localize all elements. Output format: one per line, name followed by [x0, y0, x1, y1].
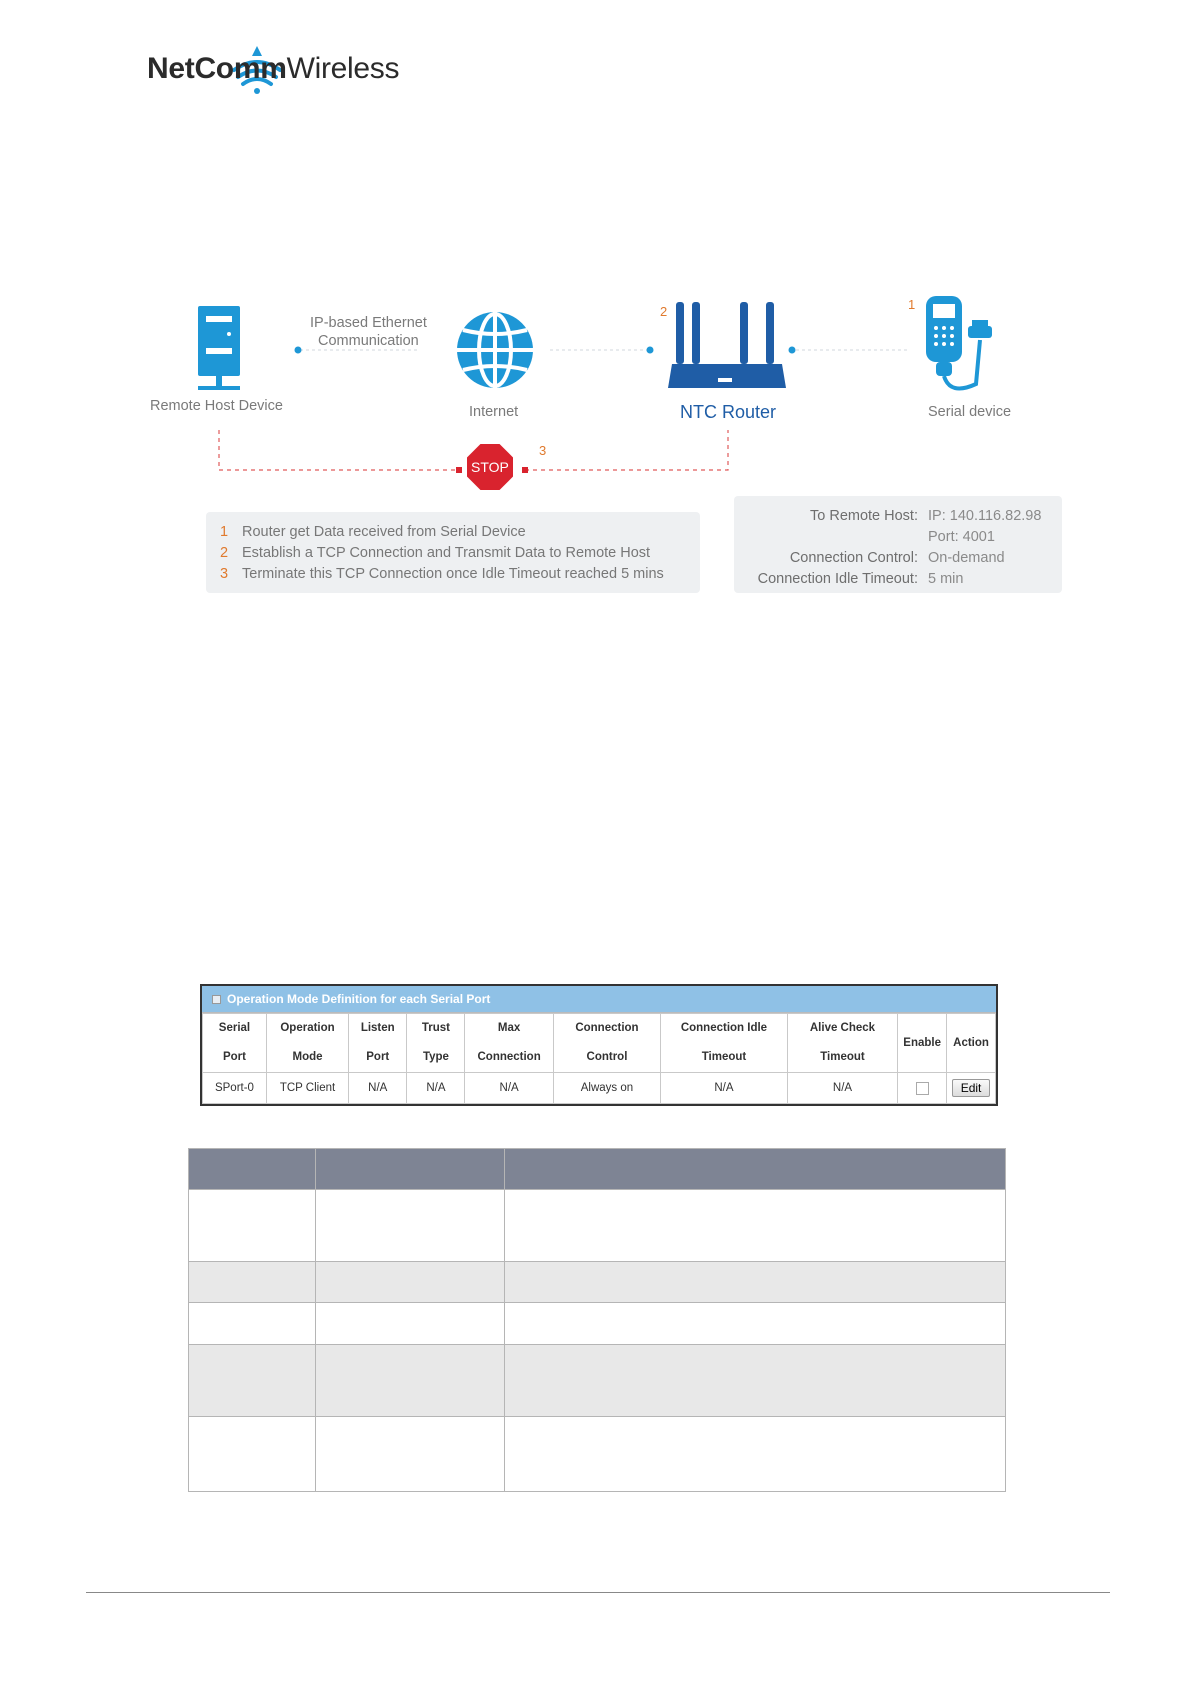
steps-box — [206, 512, 700, 593]
remote-host-ip: IP: 140.116.82.98 — [928, 508, 1042, 524]
idle-timeout-value: 5 min — [928, 571, 964, 587]
table-row — [189, 1262, 1006, 1303]
config-box — [734, 496, 1062, 593]
cell-max-connection: N/A — [465, 1073, 553, 1104]
globe-icon — [457, 312, 533, 388]
cell-listen-port: N/A — [349, 1073, 407, 1104]
col-max-connection: Max Connection — [465, 1014, 553, 1073]
operation-mode-table — [200, 984, 998, 1106]
brand-wordmark: NetCommWireless — [147, 52, 400, 85]
cell-idle-timeout: N/A — [661, 1073, 788, 1104]
link-label-1: IP-based Ethernet — [310, 315, 427, 331]
table-row — [189, 1190, 1006, 1262]
conn-control-value: On-demand — [928, 550, 1005, 566]
enable-checkbox[interactable] — [916, 1082, 929, 1095]
operation-mode-table-title: Operation Mode Definition for each Serial Port — [202, 986, 996, 1013]
cell-trust-type: N/A — [407, 1073, 465, 1104]
col-listen-port: Listen Port — [349, 1014, 407, 1073]
remote-host-key: To Remote Host: — [810, 508, 918, 524]
table-header-row — [203, 1014, 996, 1073]
stop-sign-label: STOP — [471, 459, 509, 475]
col-enable: Enable — [898, 1014, 947, 1073]
table-row — [189, 1303, 1006, 1345]
cell-action — [947, 1073, 996, 1104]
step-2: 2 Establish a TCP Connection and Transmit Data to Remote Host — [220, 545, 651, 561]
marker-1: 1 — [908, 297, 916, 312]
footer-divider — [86, 1592, 1110, 1593]
col-idle-timeout: Connection Idle Timeout — [661, 1014, 788, 1073]
serial-device-icon — [926, 296, 992, 389]
table-row — [189, 1345, 1006, 1417]
serial-device-label: Serial device — [928, 404, 1012, 420]
cell-operation-mode: TCP Client — [266, 1073, 348, 1104]
remote-host-port: Port: 4001 — [928, 529, 995, 545]
cell-connection-control: Always on — [553, 1073, 660, 1104]
marker-2: 2 — [660, 304, 668, 319]
conn-control-key: Connection Control: — [789, 550, 918, 566]
table-row — [203, 1073, 996, 1104]
step-3: 3 Terminate this TCP Connection once Idle Timeout reached 5 mins — [220, 566, 664, 582]
idle-timeout-key: Connection Idle Timeout: — [757, 571, 918, 587]
router-icon — [668, 302, 786, 388]
parameter-table — [188, 1148, 1006, 1492]
cell-alive-check: N/A — [787, 1073, 897, 1104]
step-1: 1 Router get Data received from Serial Device — [220, 524, 526, 540]
link-label-2: Communication — [318, 333, 419, 349]
table-header-row — [189, 1149, 1006, 1190]
marker-3: 3 — [539, 443, 547, 458]
internet-label: Internet — [469, 404, 519, 420]
edit-button[interactable]: Edit — [952, 1079, 991, 1097]
col-connection-control: Connection Control — [553, 1014, 660, 1073]
router-label: NTC Router — [680, 402, 777, 422]
col-alive-check: Alive Check Timeout — [787, 1014, 897, 1073]
table-row — [189, 1417, 1006, 1492]
col-operation-mode: Operation Mode — [266, 1014, 348, 1073]
col-serial-port: Serial Port — [203, 1014, 267, 1073]
remote-host-label: Remote Host Device — [150, 398, 283, 414]
col-trust-type: Trust Type — [407, 1014, 465, 1073]
cell-enable — [898, 1073, 947, 1104]
server-icon — [198, 306, 240, 390]
cell-serial-port: SPort-0 — [203, 1073, 267, 1104]
collapse-icon[interactable] — [212, 995, 221, 1004]
col-action: Action — [947, 1014, 996, 1073]
